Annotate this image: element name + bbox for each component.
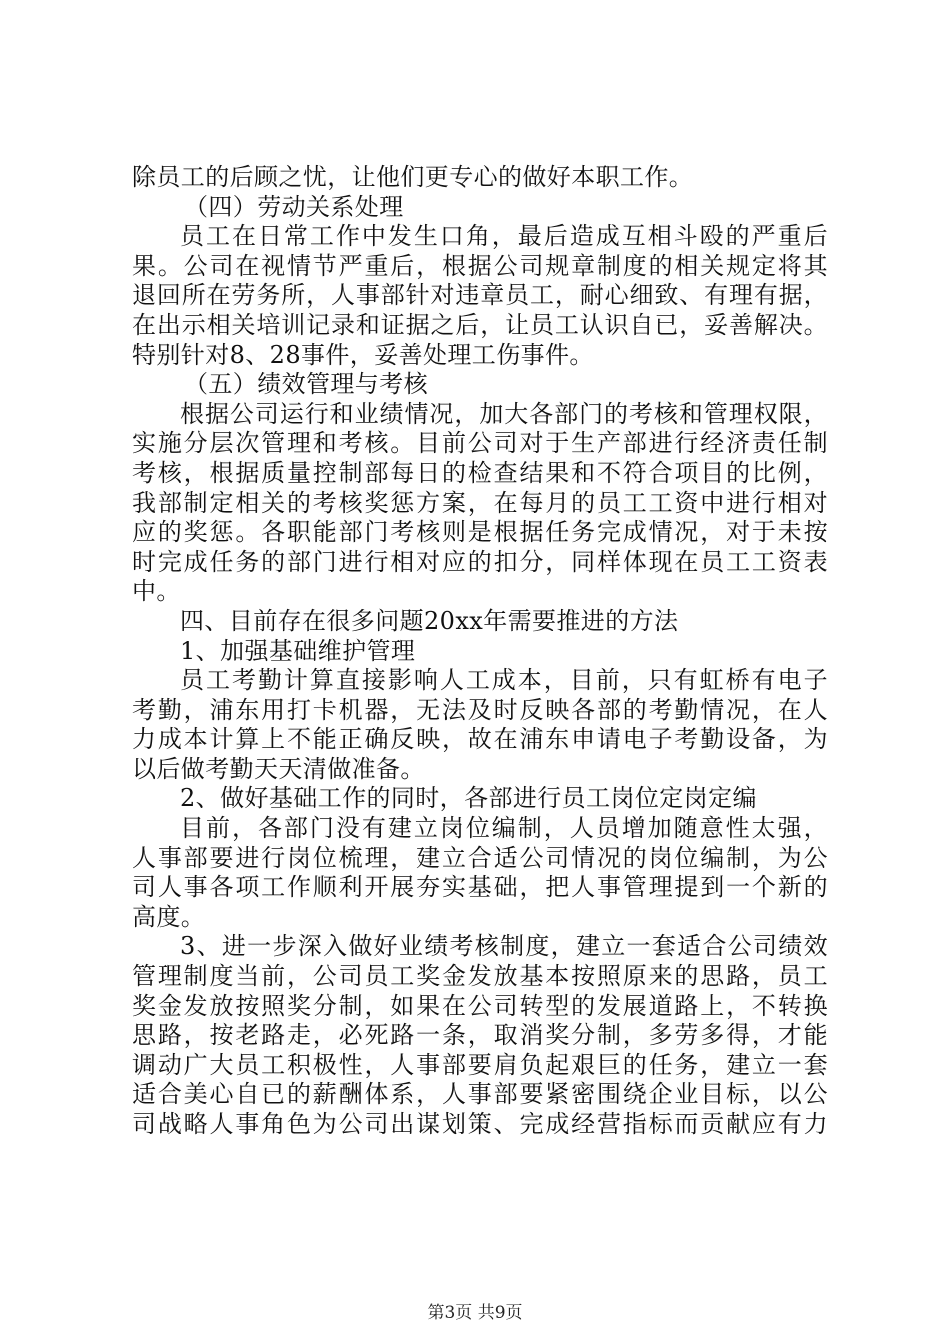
page-footer: 第3页 共9页 [427, 1303, 523, 1323]
document-line: 我部制定相关的考核奖惩方案，在每月的员工工资中进行相对 [132, 488, 828, 517]
document-line: 应的奖惩。各职能部门考核则是根据任务完成情况，对于未按 [132, 518, 828, 547]
document-line: 考核，根据质量控制部每日的检查结果和不符合项目的比例， [132, 458, 828, 487]
document-line: 在出示相关培训记录和证据之后，让员工认识自已，妥善解决。 [132, 310, 828, 339]
document-line: 1、加强基础维护管理 [180, 636, 416, 665]
document-line: 以后做考勤天天清做准备。 [132, 754, 425, 783]
document-line: 管理制度当前，公司员工奖金发放基本按照原来的思路，员工 [132, 962, 828, 991]
document-line: 人事部要进行岗位梳理，建立合适公司情况的岗位编制，为公 [132, 843, 828, 872]
document-line: 四、目前存在很多问题20xx年需要推进的方法 [180, 606, 679, 635]
document-line: 力成本计算上不能正确反映，故在浦东申请电子考勤设备，为 [132, 725, 828, 754]
document-line: 3、进一步深入做好业绩考核制度，建立一套适合公司绩效 [180, 932, 828, 961]
document-line: 中。 [132, 577, 181, 606]
document-line: 思路，按老路走，必死路一条，取消奖分制，多劳多得，才能 [132, 1021, 828, 1050]
document-line: 调动广大员工积极性，人事部要肩负起艰巨的任务，建立一套 [132, 1050, 828, 1079]
document-line: （五）绩效管理与考核 [184, 370, 428, 399]
document-line: 特别针对8、28事件，妥善处理工伤事件。 [132, 340, 594, 369]
document-line: （四）劳动关系处理 [184, 192, 404, 221]
document-line: 考勤，浦东用打卡机器，无法及时反映各部的考勤情况，在人 [132, 695, 828, 724]
document-line: 高度。 [132, 902, 206, 931]
document-line: 退回所在劳务所，人事部针对违章员工，耐心细致、有理有据， [132, 281, 828, 310]
document-line: 2、做好基础工作的同时，各部进行员工岗位定岗定编 [180, 784, 757, 813]
document-line: 根据公司运行和业绩情况，加大各部门的考核和管理权限， [180, 399, 828, 428]
document-line: 时完成任务的部门进行相对应的扣分，同样体现在员工工资表 [132, 547, 828, 576]
document-line: 目前，各部门没有建立岗位编制，人员增加随意性太强， [180, 814, 828, 843]
document-line: 奖金发放按照奖分制，如果在公司转型的发展道路上，不转换 [132, 991, 828, 1020]
document-line: 员工考勤计算直接影响人工成本，目前，只有虹桥有电子 [180, 666, 828, 695]
document-line: 实施分层次管理和考核。目前公司对于生产部进行经济责任制 [132, 429, 828, 458]
document-line: 除员工的后顾之忧，让他们更专心的做好本职工作。 [132, 163, 694, 191]
document-line: 员工在日常工作中发生口角，最后造成互相斗殴的严重后 [180, 222, 828, 251]
document-line: 适合美心自已的薪酬体系，人事部要紧密围绕企业目标，以公 [132, 1080, 828, 1109]
document-body [132, 163, 828, 1140]
document-line: 司人事各项工作顺利开展夯实基础，把人事管理提到一个新的 [132, 873, 828, 902]
document-line: 果。公司在视情节严重后，根据公司规章制度的相关规定将其 [132, 251, 828, 280]
document-line: 司战略人事角色为公司出谋划策、完成经营指标而贡献应有力 [132, 1110, 828, 1138]
